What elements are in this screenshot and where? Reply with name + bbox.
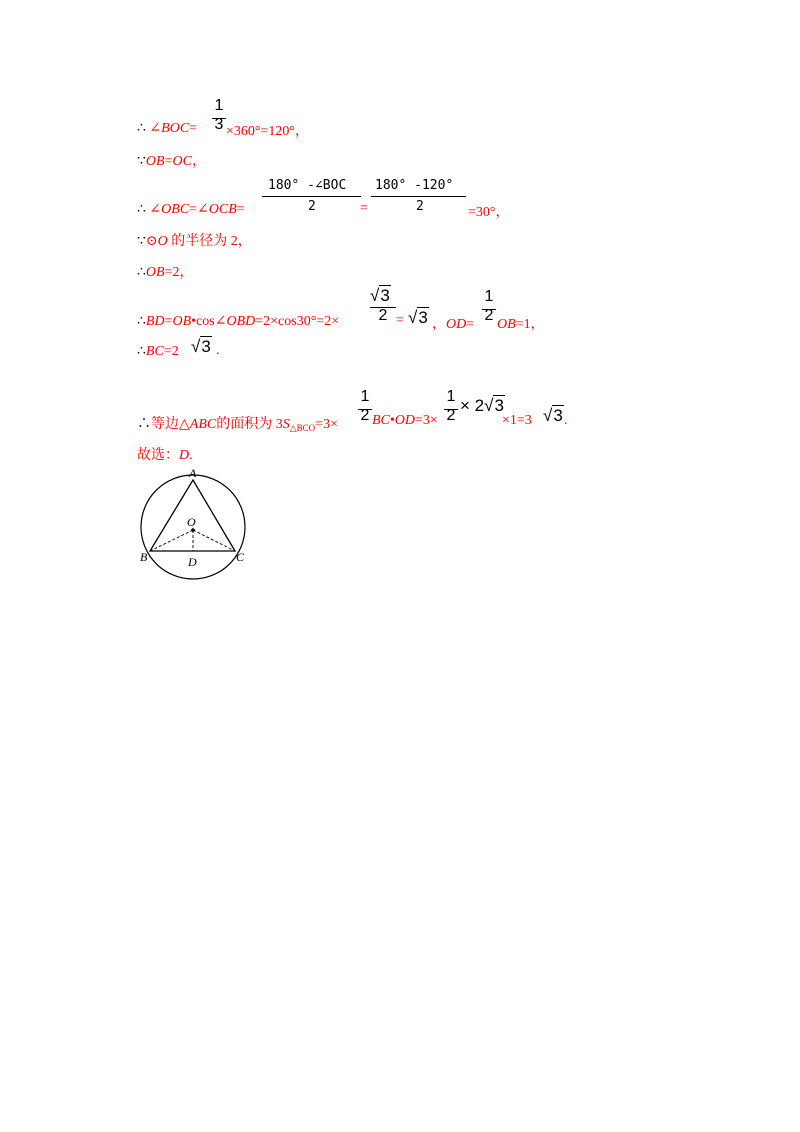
fraction-2-denominator: 2 xyxy=(416,199,424,214)
line-3-result: =30°， xyxy=(468,205,510,220)
line-7-end: . xyxy=(216,343,220,358)
fraction-numerator: 1 xyxy=(360,388,370,405)
solution-line-6: ∴BD=OB•cos∠OBD=2×cos30°=2× xyxy=(137,314,340,329)
sqrt-result: √3 xyxy=(191,337,211,356)
sqrt-result: √3 xyxy=(408,308,428,327)
line-8-mid: BC•OD=3× xyxy=(372,413,438,428)
solution-line-8: ∴等边△ABC的面积为 $3S_{\triangle BCO}=3\times$ xyxy=(137,417,338,433)
line-8-end: . xyxy=(564,413,568,428)
solution-line-1: ∴ ∠BOC= xyxy=(137,121,198,136)
fraction-denominator: 2 xyxy=(378,307,388,324)
label-d: D xyxy=(188,555,197,569)
solution-line-4: ∵⊙O 的半径为 2， xyxy=(137,234,252,249)
circle-symbol: ⊙ xyxy=(145,234,158,249)
solution-line-3: ∴ ∠OBC=∠OCB= xyxy=(137,202,245,217)
answer-line: 故选：D. xyxy=(137,448,193,463)
line-6-equals: = xyxy=(396,313,404,328)
fraction-denominator: 2 xyxy=(484,307,494,324)
fraction-1-bar xyxy=(262,196,361,197)
solution-line-2: ∵OB=OC， xyxy=(137,154,206,169)
therefore-symbol: ∴ xyxy=(137,202,146,217)
because-symbol: ∵ xyxy=(137,154,146,169)
because-symbol: ∵ xyxy=(137,234,146,249)
label-b: B xyxy=(140,550,148,564)
therefore-symbol: ∴ xyxy=(137,314,146,329)
fraction-denominator: 2 xyxy=(446,407,456,424)
therefore-symbol: ∴ xyxy=(137,265,146,280)
line-6-mid: ，OD= xyxy=(432,317,475,332)
fraction-denominator: 2 xyxy=(360,407,370,424)
therefore-symbol: ∴ xyxy=(137,344,146,359)
fraction-2-bar xyxy=(371,196,466,197)
line-8-tail: ×1=3 xyxy=(502,413,532,428)
fraction-numerator: 1 xyxy=(446,388,456,405)
therefore-symbol: ∴ xyxy=(137,417,151,432)
sqrt-result: √3 xyxy=(543,406,563,425)
solution-line-7: ∴BC=2 xyxy=(137,344,179,359)
line-6-end: OB=1， xyxy=(497,317,545,332)
label-a: A xyxy=(189,466,197,480)
therefore-symbol: ∴ xyxy=(137,121,146,136)
line-3-equals: = xyxy=(360,201,368,216)
label-o: O xyxy=(187,515,196,529)
fraction-numerator: 1 xyxy=(214,97,224,114)
fraction-2-numerator: 180° -120° xyxy=(375,178,454,193)
solution-line-5: ∴OB=2， xyxy=(137,265,194,280)
line-1-rest: ×360°=120°， xyxy=(226,124,309,139)
circle-triangle-diagram xyxy=(135,465,260,580)
sqrt-numerator: √3 xyxy=(370,286,390,305)
label-c: C xyxy=(236,550,245,564)
fraction-1-numerator: 180° -∠BOC xyxy=(268,178,347,193)
fraction-numerator: 1 xyxy=(484,288,494,305)
fraction-denominator: 3 xyxy=(214,116,224,133)
times-two-root: × 2√3 xyxy=(460,396,504,415)
fraction-1-denominator: 2 xyxy=(308,199,316,214)
